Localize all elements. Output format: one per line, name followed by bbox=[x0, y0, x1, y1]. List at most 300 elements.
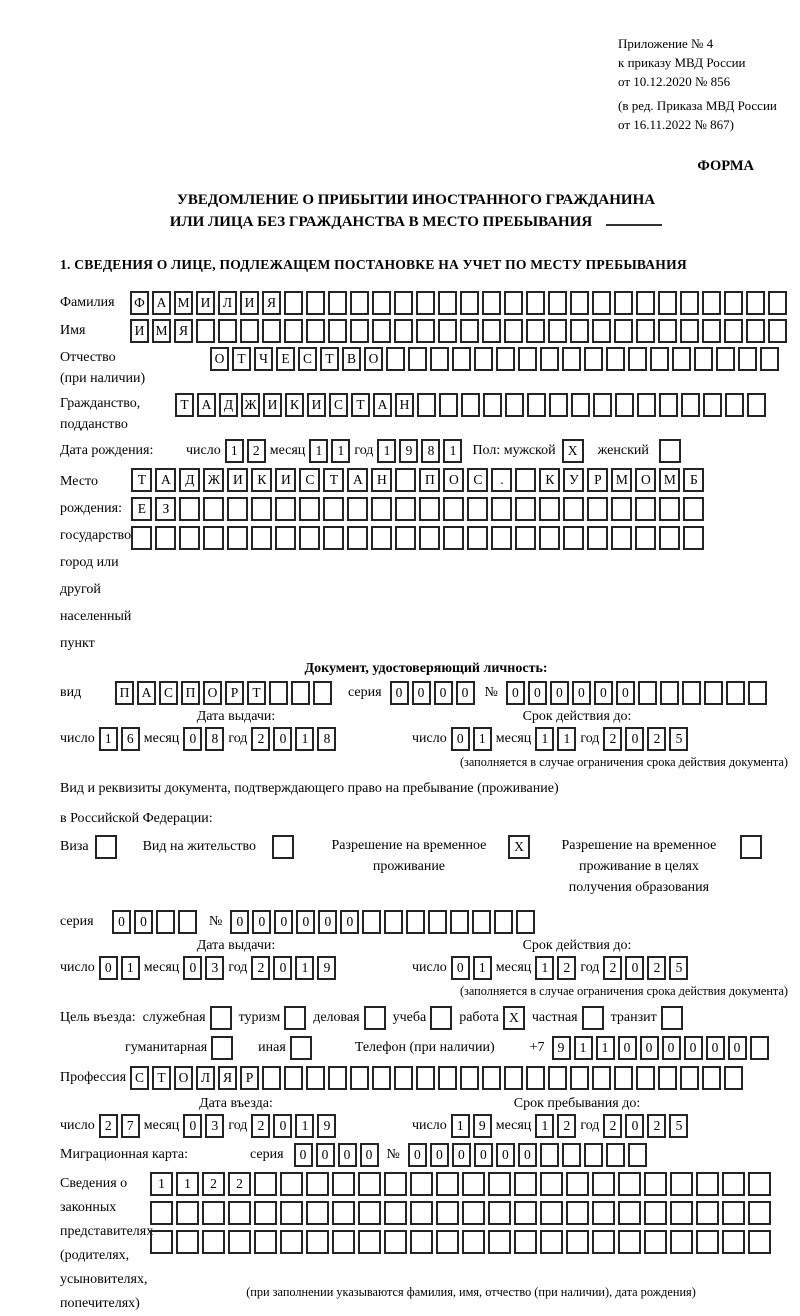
migration-card-number-cells[interactable] bbox=[408, 1143, 647, 1167]
cell[interactable]: 6 bbox=[121, 727, 140, 751]
cell[interactable]: А bbox=[155, 468, 176, 492]
cell[interactable]: 8 bbox=[317, 727, 336, 751]
cell[interactable] bbox=[410, 1230, 433, 1254]
cell[interactable]: 2 bbox=[99, 1114, 118, 1138]
purpose-chastnaya-checkbox[interactable] bbox=[582, 1006, 604, 1030]
cell[interactable] bbox=[670, 1230, 693, 1254]
cell[interactable] bbox=[262, 1066, 281, 1090]
cell[interactable] bbox=[228, 1230, 251, 1254]
cell[interactable]: 0 bbox=[616, 681, 635, 705]
cell[interactable] bbox=[514, 1230, 537, 1254]
cell[interactable] bbox=[179, 497, 200, 521]
stay-doc-issue-year-cells[interactable] bbox=[251, 956, 336, 980]
cell[interactable]: 0 bbox=[273, 956, 292, 980]
cell[interactable] bbox=[371, 497, 392, 521]
cell[interactable] bbox=[750, 1036, 769, 1060]
cell[interactable]: 0 bbox=[318, 910, 337, 934]
cell[interactable] bbox=[514, 1201, 537, 1225]
cell[interactable] bbox=[683, 497, 704, 521]
cell[interactable]: П bbox=[115, 681, 134, 705]
purpose-turizm-checkbox[interactable] bbox=[284, 1006, 306, 1030]
cell[interactable] bbox=[722, 1172, 745, 1196]
cell[interactable] bbox=[372, 291, 391, 315]
cell[interactable]: 0 bbox=[252, 910, 271, 934]
cell[interactable]: Т bbox=[247, 681, 266, 705]
cell[interactable] bbox=[527, 393, 546, 417]
cell[interactable] bbox=[496, 347, 515, 371]
residence-permit-checkbox[interactable] bbox=[272, 835, 294, 859]
cell[interactable]: З bbox=[155, 497, 176, 521]
cell[interactable]: Т bbox=[175, 393, 194, 417]
cell[interactable] bbox=[606, 347, 625, 371]
cell[interactable]: Ж bbox=[241, 393, 260, 417]
cell[interactable]: А bbox=[373, 393, 392, 417]
cell[interactable] bbox=[438, 291, 457, 315]
cell[interactable] bbox=[474, 347, 493, 371]
surname-cells[interactable] bbox=[130, 291, 787, 315]
cell[interactable]: 0 bbox=[434, 681, 453, 705]
cell[interactable] bbox=[636, 291, 655, 315]
cell[interactable]: 9 bbox=[473, 1114, 492, 1138]
cell[interactable]: 1 bbox=[176, 1172, 199, 1196]
cell[interactable] bbox=[482, 1066, 501, 1090]
cell[interactable] bbox=[372, 1066, 391, 1090]
cell[interactable] bbox=[350, 291, 369, 315]
cell[interactable] bbox=[614, 291, 633, 315]
cell[interactable]: Н bbox=[395, 393, 414, 417]
cell[interactable]: Я bbox=[174, 319, 193, 343]
stay-doc-expiry-year-cells[interactable] bbox=[603, 956, 688, 980]
cell[interactable] bbox=[548, 291, 567, 315]
cell[interactable] bbox=[515, 526, 536, 550]
cell[interactable] bbox=[306, 1201, 329, 1225]
cell[interactable] bbox=[364, 1006, 386, 1030]
cell[interactable] bbox=[328, 291, 347, 315]
cell[interactable]: 1 bbox=[150, 1172, 173, 1196]
cell[interactable]: С bbox=[298, 347, 317, 371]
birth-month-cells[interactable] bbox=[309, 439, 350, 463]
cell[interactable]: П bbox=[181, 681, 200, 705]
cell[interactable] bbox=[704, 681, 723, 705]
cell[interactable] bbox=[240, 319, 259, 343]
cell[interactable]: 0 bbox=[430, 1143, 449, 1167]
cell[interactable]: 0 bbox=[451, 956, 470, 980]
firstname-cells[interactable] bbox=[130, 319, 787, 343]
cell[interactable] bbox=[462, 1230, 485, 1254]
cell[interactable] bbox=[290, 1036, 312, 1060]
cell[interactable]: 2 bbox=[603, 727, 622, 751]
cell[interactable]: 0 bbox=[728, 1036, 747, 1060]
phone-cells[interactable] bbox=[552, 1036, 769, 1060]
cell[interactable]: С bbox=[299, 468, 320, 492]
cell[interactable] bbox=[323, 526, 344, 550]
cell[interactable] bbox=[438, 1066, 457, 1090]
cell[interactable] bbox=[526, 1066, 545, 1090]
cell[interactable]: Ф bbox=[130, 291, 149, 315]
cell[interactable] bbox=[725, 393, 744, 417]
cell[interactable]: 0 bbox=[451, 727, 470, 751]
cell[interactable]: 1 bbox=[574, 1036, 593, 1060]
cell[interactable]: Т bbox=[152, 1066, 171, 1090]
cell[interactable]: О bbox=[443, 468, 464, 492]
cell[interactable]: 5 bbox=[669, 727, 688, 751]
cell[interactable]: 1 bbox=[596, 1036, 615, 1060]
cell[interactable]: П bbox=[419, 468, 440, 492]
purpose-tranzit-checkbox[interactable] bbox=[661, 1006, 683, 1030]
cell[interactable]: 0 bbox=[412, 681, 431, 705]
cell[interactable]: 0 bbox=[183, 1114, 202, 1138]
cell[interactable] bbox=[467, 526, 488, 550]
cell[interactable] bbox=[395, 497, 416, 521]
cell[interactable] bbox=[428, 910, 447, 934]
cell[interactable]: 0 bbox=[390, 681, 409, 705]
cell[interactable]: Ж bbox=[203, 468, 224, 492]
cell[interactable] bbox=[280, 1230, 303, 1254]
cell[interactable] bbox=[659, 439, 681, 463]
cell[interactable] bbox=[681, 393, 700, 417]
cell[interactable]: 9 bbox=[317, 1114, 336, 1138]
cell[interactable]: 0 bbox=[134, 910, 153, 934]
cell[interactable] bbox=[724, 291, 743, 315]
cell[interactable]: 1 bbox=[443, 439, 462, 463]
cell[interactable]: 1 bbox=[535, 727, 554, 751]
cell[interactable] bbox=[430, 1006, 452, 1030]
cell[interactable] bbox=[526, 291, 545, 315]
purpose-sluzhebnaya-checkbox[interactable] bbox=[210, 1006, 232, 1030]
cell[interactable] bbox=[587, 497, 608, 521]
cell[interactable] bbox=[748, 1172, 771, 1196]
doc-kind-cells[interactable] bbox=[115, 681, 332, 705]
cell[interactable]: 2 bbox=[251, 727, 270, 751]
cell[interactable]: 0 bbox=[684, 1036, 703, 1060]
cell[interactable] bbox=[254, 1230, 277, 1254]
cell[interactable]: 0 bbox=[112, 910, 131, 934]
cell[interactable]: М bbox=[659, 468, 680, 492]
cell[interactable]: 0 bbox=[474, 1143, 493, 1167]
doc-expiry-day-cells[interactable] bbox=[451, 727, 492, 751]
cell[interactable]: 1 bbox=[331, 439, 350, 463]
cell[interactable] bbox=[491, 526, 512, 550]
cell[interactable] bbox=[482, 291, 501, 315]
cell[interactable]: Р bbox=[587, 468, 608, 492]
cell[interactable] bbox=[680, 319, 699, 343]
cell[interactable] bbox=[570, 291, 589, 315]
cell[interactable] bbox=[218, 319, 237, 343]
cell[interactable]: М bbox=[152, 319, 171, 343]
cell[interactable] bbox=[660, 681, 679, 705]
doc-issue-day-cells[interactable] bbox=[99, 727, 140, 751]
cell[interactable] bbox=[504, 1066, 523, 1090]
male-checkbox[interactable] bbox=[562, 439, 584, 463]
cell[interactable] bbox=[150, 1230, 173, 1254]
cell[interactable] bbox=[644, 1172, 667, 1196]
cell[interactable]: 2 bbox=[603, 956, 622, 980]
stay-until-year-cells[interactable] bbox=[603, 1114, 688, 1138]
cell[interactable] bbox=[438, 319, 457, 343]
cell[interactable]: 0 bbox=[408, 1143, 427, 1167]
rvp-education-checkbox[interactable] bbox=[740, 835, 762, 859]
cell[interactable]: 2 bbox=[647, 1114, 666, 1138]
cell[interactable] bbox=[306, 1230, 329, 1254]
cell[interactable] bbox=[650, 347, 669, 371]
cell[interactable]: 3 bbox=[205, 956, 224, 980]
cell[interactable] bbox=[416, 319, 435, 343]
cell[interactable] bbox=[410, 1201, 433, 1225]
cell[interactable] bbox=[592, 319, 611, 343]
cell[interactable]: И bbox=[240, 291, 259, 315]
cell[interactable] bbox=[203, 526, 224, 550]
cell[interactable]: Л bbox=[196, 1066, 215, 1090]
cell[interactable] bbox=[394, 1066, 413, 1090]
cell[interactable]: Л bbox=[218, 291, 237, 315]
cell[interactable]: 2 bbox=[251, 1114, 270, 1138]
cell[interactable]: И bbox=[263, 393, 282, 417]
cell[interactable] bbox=[488, 1172, 511, 1196]
doc-series-cells[interactable] bbox=[390, 681, 475, 705]
cell[interactable]: О bbox=[174, 1066, 193, 1090]
cell[interactable] bbox=[703, 393, 722, 417]
cell[interactable] bbox=[540, 347, 559, 371]
cell[interactable]: 0 bbox=[518, 1143, 537, 1167]
cell[interactable] bbox=[618, 1172, 641, 1196]
cell[interactable] bbox=[661, 1006, 683, 1030]
cell[interactable] bbox=[417, 393, 436, 417]
cell[interactable]: 0 bbox=[360, 1143, 379, 1167]
cell[interactable] bbox=[462, 1172, 485, 1196]
cell[interactable] bbox=[350, 1066, 369, 1090]
cell[interactable]: Я bbox=[262, 291, 281, 315]
doc-issue-month-cells[interactable] bbox=[183, 727, 224, 751]
representatives-row1-cells[interactable] bbox=[150, 1172, 771, 1196]
cell[interactable]: 1 bbox=[535, 956, 554, 980]
cell[interactable] bbox=[306, 1172, 329, 1196]
cell[interactable]: 0 bbox=[496, 1143, 515, 1167]
cell[interactable]: О bbox=[635, 468, 656, 492]
purpose-ucheba-checkbox[interactable] bbox=[430, 1006, 452, 1030]
cell[interactable] bbox=[658, 1066, 677, 1090]
cell[interactable] bbox=[419, 497, 440, 521]
cell[interactable] bbox=[682, 681, 701, 705]
cell[interactable] bbox=[636, 1066, 655, 1090]
cell[interactable] bbox=[702, 291, 721, 315]
cell[interactable]: С bbox=[159, 681, 178, 705]
cell[interactable] bbox=[439, 393, 458, 417]
cell[interactable] bbox=[410, 1172, 433, 1196]
stay-doc-expiry-month-cells[interactable] bbox=[535, 956, 576, 980]
cell[interactable] bbox=[358, 1230, 381, 1254]
doc-number-cells[interactable] bbox=[506, 681, 767, 705]
cell[interactable]: 1 bbox=[451, 1114, 470, 1138]
cell[interactable]: 0 bbox=[273, 727, 292, 751]
cell[interactable] bbox=[384, 1201, 407, 1225]
cell[interactable] bbox=[768, 319, 787, 343]
cell[interactable] bbox=[450, 910, 469, 934]
cell[interactable] bbox=[483, 393, 502, 417]
cell[interactable] bbox=[628, 347, 647, 371]
cell[interactable] bbox=[760, 347, 779, 371]
cell[interactable]: 1 bbox=[295, 1114, 314, 1138]
cell[interactable] bbox=[566, 1201, 589, 1225]
cell[interactable] bbox=[416, 1066, 435, 1090]
cell[interactable]: 2 bbox=[557, 956, 576, 980]
cell[interactable]: У bbox=[563, 468, 584, 492]
cell[interactable]: И bbox=[275, 468, 296, 492]
cell[interactable] bbox=[584, 347, 603, 371]
cell[interactable] bbox=[504, 319, 523, 343]
cell[interactable] bbox=[227, 526, 248, 550]
cell[interactable] bbox=[540, 1201, 563, 1225]
cell[interactable] bbox=[635, 526, 656, 550]
cell[interactable] bbox=[548, 1066, 567, 1090]
cell[interactable] bbox=[748, 1230, 771, 1254]
cell[interactable] bbox=[291, 681, 310, 705]
cell[interactable]: А bbox=[137, 681, 156, 705]
cell[interactable] bbox=[306, 319, 325, 343]
cell[interactable] bbox=[680, 1066, 699, 1090]
cell[interactable] bbox=[272, 835, 294, 859]
birth-place-row2-cells[interactable] bbox=[131, 497, 704, 521]
cell[interactable]: 0 bbox=[456, 681, 475, 705]
cell[interactable]: Т bbox=[131, 468, 152, 492]
cell[interactable] bbox=[228, 1201, 251, 1225]
cell[interactable] bbox=[724, 319, 743, 343]
cell[interactable] bbox=[539, 497, 560, 521]
cell[interactable] bbox=[386, 347, 405, 371]
cell[interactable] bbox=[570, 1066, 589, 1090]
stay-doc-series-cells[interactable] bbox=[112, 910, 197, 934]
cell[interactable] bbox=[563, 497, 584, 521]
cell[interactable]: 0 bbox=[294, 1143, 313, 1167]
cell[interactable]: 0 bbox=[625, 727, 644, 751]
cell[interactable] bbox=[280, 1172, 303, 1196]
cell[interactable] bbox=[582, 1006, 604, 1030]
cell[interactable]: 9 bbox=[552, 1036, 571, 1060]
cell[interactable] bbox=[436, 1201, 459, 1225]
cell[interactable] bbox=[395, 468, 416, 492]
cell[interactable]: X bbox=[508, 835, 530, 859]
cell[interactable]: А bbox=[347, 468, 368, 492]
profession-cells[interactable] bbox=[130, 1066, 743, 1090]
female-checkbox[interactable] bbox=[659, 439, 681, 463]
birth-place-row3-cells[interactable] bbox=[131, 526, 704, 550]
cell[interactable]: 1 bbox=[309, 439, 328, 463]
cell[interactable] bbox=[658, 291, 677, 315]
cell[interactable] bbox=[350, 319, 369, 343]
cell[interactable] bbox=[196, 319, 215, 343]
cell[interactable]: К bbox=[539, 468, 560, 492]
cell[interactable] bbox=[724, 1066, 743, 1090]
citizenship-cells[interactable] bbox=[175, 393, 766, 417]
cell[interactable] bbox=[746, 319, 765, 343]
doc-expiry-month-cells[interactable] bbox=[535, 727, 576, 751]
cell[interactable] bbox=[747, 393, 766, 417]
cell[interactable] bbox=[461, 393, 480, 417]
cell[interactable] bbox=[467, 497, 488, 521]
birth-day-cells[interactable] bbox=[225, 439, 266, 463]
cell[interactable] bbox=[570, 319, 589, 343]
cell[interactable] bbox=[202, 1230, 225, 1254]
cell[interactable]: 0 bbox=[452, 1143, 471, 1167]
cell[interactable] bbox=[593, 393, 612, 417]
cell[interactable] bbox=[416, 291, 435, 315]
cell[interactable]: 0 bbox=[640, 1036, 659, 1060]
cell[interactable] bbox=[371, 526, 392, 550]
cell[interactable] bbox=[540, 1143, 559, 1167]
stay-doc-number-cells[interactable] bbox=[230, 910, 535, 934]
cell[interactable] bbox=[696, 1230, 719, 1254]
cell[interactable] bbox=[443, 526, 464, 550]
cell[interactable] bbox=[306, 1066, 325, 1090]
purpose-delovaya-checkbox[interactable] bbox=[364, 1006, 386, 1030]
birth-year-cells[interactable] bbox=[377, 439, 462, 463]
cell[interactable]: Д bbox=[179, 468, 200, 492]
cell[interactable] bbox=[313, 681, 332, 705]
cell[interactable] bbox=[358, 1172, 381, 1196]
rvp-checkbox[interactable] bbox=[508, 835, 530, 859]
cell[interactable]: 2 bbox=[251, 956, 270, 980]
cell[interactable] bbox=[606, 1143, 625, 1167]
cell[interactable]: Б bbox=[683, 468, 704, 492]
cell[interactable] bbox=[644, 1201, 667, 1225]
cell[interactable] bbox=[251, 526, 272, 550]
cell[interactable] bbox=[394, 319, 413, 343]
cell[interactable]: X bbox=[562, 439, 584, 463]
cell[interactable]: 0 bbox=[506, 681, 525, 705]
cell[interactable] bbox=[748, 1201, 771, 1225]
cell[interactable] bbox=[562, 347, 581, 371]
cell[interactable]: О bbox=[203, 681, 222, 705]
cell[interactable] bbox=[738, 347, 757, 371]
cell[interactable] bbox=[95, 835, 117, 859]
cell[interactable] bbox=[592, 1066, 611, 1090]
purpose-rabota-checkbox[interactable] bbox=[503, 1006, 525, 1030]
cell[interactable]: 2 bbox=[247, 439, 266, 463]
representatives-row2-cells[interactable] bbox=[150, 1201, 771, 1225]
cell[interactable] bbox=[644, 1230, 667, 1254]
cell[interactable] bbox=[670, 1201, 693, 1225]
entry-day-cells[interactable] bbox=[99, 1114, 140, 1138]
cell[interactable]: Ч bbox=[254, 347, 273, 371]
cell[interactable] bbox=[696, 1172, 719, 1196]
cell[interactable] bbox=[587, 526, 608, 550]
stay-until-day-cells[interactable] bbox=[451, 1114, 492, 1138]
cell[interactable]: К bbox=[285, 393, 304, 417]
cell[interactable]: 1 bbox=[295, 727, 314, 751]
cell[interactable] bbox=[482, 319, 501, 343]
cell[interactable]: 2 bbox=[228, 1172, 251, 1196]
cell[interactable] bbox=[526, 319, 545, 343]
cell[interactable] bbox=[748, 681, 767, 705]
cell[interactable]: . bbox=[491, 468, 512, 492]
cell[interactable]: А bbox=[152, 291, 171, 315]
cell[interactable] bbox=[592, 1172, 615, 1196]
cell[interactable]: 0 bbox=[316, 1143, 335, 1167]
cell[interactable]: 0 bbox=[274, 910, 293, 934]
cell[interactable]: 2 bbox=[647, 727, 666, 751]
cell[interactable] bbox=[299, 526, 320, 550]
cell[interactable] bbox=[419, 526, 440, 550]
cell[interactable] bbox=[592, 291, 611, 315]
cell[interactable] bbox=[658, 319, 677, 343]
cell[interactable] bbox=[726, 681, 745, 705]
cell[interactable] bbox=[462, 1201, 485, 1225]
migration-card-series-cells[interactable] bbox=[294, 1143, 379, 1167]
cell[interactable]: Е bbox=[276, 347, 295, 371]
cell[interactable] bbox=[722, 1230, 745, 1254]
cell[interactable] bbox=[746, 291, 765, 315]
cell[interactable]: Н bbox=[371, 468, 392, 492]
cell[interactable] bbox=[614, 1066, 633, 1090]
